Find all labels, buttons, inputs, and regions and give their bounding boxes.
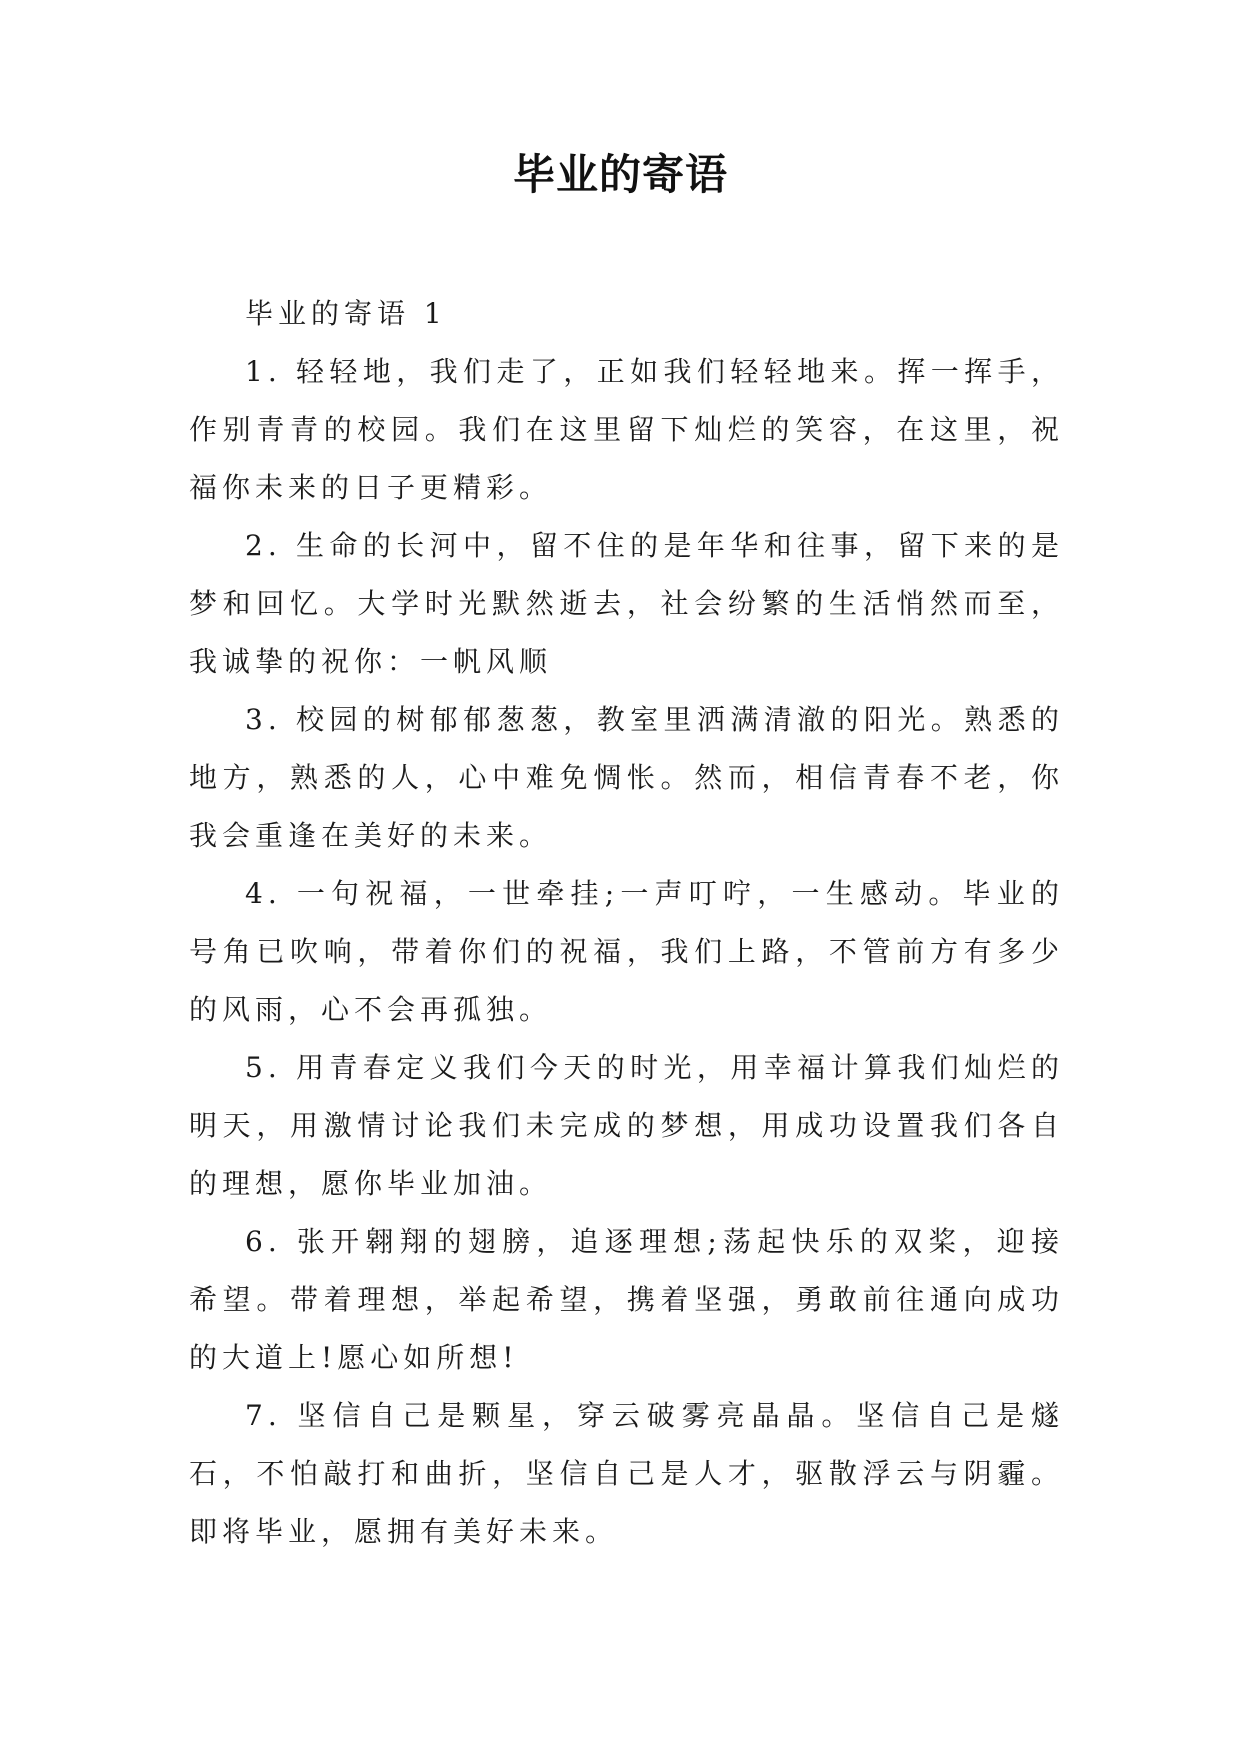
- section-heading: 毕业的寄语 1: [245, 297, 447, 330]
- paragraph-7: 7. 坚信自己是颗星，穿云破雾亮晶晶。坚信自己是燧石，不怕敲打和曲折，坚信自己是人才，驱散浮云与阴霾。即将毕业，愿拥有美好未来。: [189, 1399, 1064, 1548]
- paragraph-4: 4. 一句祝福，一世牵挂;一声叮咛，一生感动。毕业的号角已吹响，带着你们的祝福，我们上路，不管前方有多少的风雨，心不会再孤独。: [189, 877, 1064, 1026]
- paragraph-1: 1. 轻轻地，我们走了，正如我们轻轻地来。挥一挥手，作别青青的校园。我们在这里留下灿烂的笑容，在这里，祝福你未来的日子更精彩。: [189, 355, 1064, 504]
- paragraph-6: 6. 张开翱翔的翅膀，追逐理想;荡起快乐的双桨，迎接希望。带着理想，举起希望，携着坚强，勇敢前往通向成功的大道上!愿心如所想!: [189, 1225, 1064, 1374]
- paragraph-3: 3. 校园的树郁郁葱葱，教室里洒满清澈的阳光。熟悉的地方，熟悉的人，心中难免惆怅。然而，相信青春不老，你我会重逢在美好的未来。: [189, 703, 1064, 852]
- document-title: 毕业的寄语: [512, 150, 728, 199]
- paragraph-2: 2. 生命的长河中，留不住的是年华和往事，留下来的是梦和回忆。大学时光默然逝去，社会纷繁的生活悄然而至，我诚挚的祝你：一帆风顺: [189, 529, 1064, 678]
- paragraph-5: 5. 用青春定义我们今天的时光，用幸福计算我们灿烂的明天，用激情讨论我们未完成的梦想，用成功设置我们各自的理想，愿你毕业加油。: [189, 1051, 1064, 1200]
- document-body: [189, 285, 1064, 1561]
